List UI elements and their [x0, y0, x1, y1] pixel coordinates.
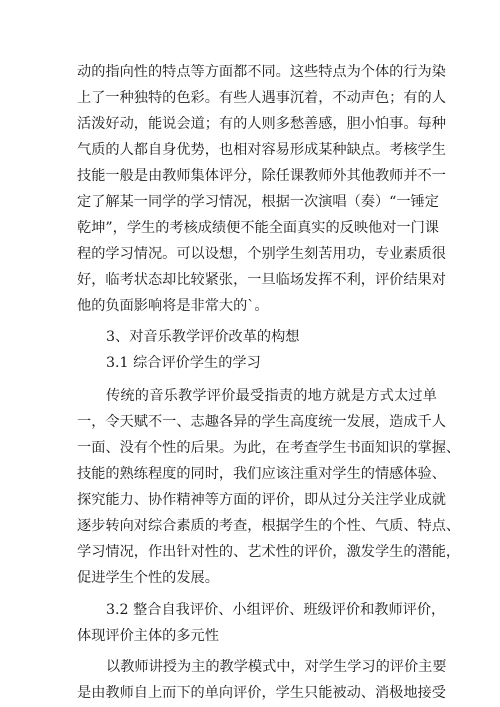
- text-line: 技能的熟练程度的同时，我们应该注重对学生的情感体验、: [77, 466, 446, 482]
- text-line: 传统的音乐教学评价最受指责的地方就是方式太过单: [106, 388, 437, 404]
- heading-line: 体现评价主体的多元性: [77, 628, 219, 644]
- text-line: 好，临考状态却比较紧张，一旦临场发挥不利，评价结果对: [77, 272, 446, 288]
- text-line: 逐步转向对综合素质的考查，根据学生的个性、气质、特点、: [77, 518, 461, 534]
- text-line: 是由教师自上而下的单向评价，学生只能被动、消极地接受: [77, 685, 446, 701]
- text-line: 他的负面影响将是非常大的`。: [77, 298, 269, 314]
- text-line: 气质的人都自身优势，也相对容易形成某种缺点。考核学生: [77, 142, 446, 158]
- text-line: 一，令天赋不一、志趣各异的学生高度统一发展，造成千人: [77, 414, 446, 430]
- heading-line: 3.2 整合自我评价、小组评价、班级评价和教师评价，: [106, 602, 446, 618]
- text-line: 动的指向性的特点等方面都不同。这些特点为个体的行为染: [77, 64, 446, 80]
- text-line: 以教师讲授为主的教学模式中，对学生学习的评价主要: [106, 659, 447, 675]
- text-line: 技能一般是由教师集体评分，除任课教师外其他教师并不一: [77, 168, 446, 184]
- section-heading-3: 3、对音乐教学评价改革的构想: [106, 329, 300, 345]
- text-line: 程的学习情况。可以设想，个别学生刻苦用功，专业素质很: [77, 246, 446, 262]
- text-line: 上了一种独特的色彩。有些人遇事沉着，不动声色；有的人: [77, 90, 446, 106]
- text-line: 探究能力、协作精神等方面的评价，即从过分关注学业成就: [77, 492, 446, 508]
- section-heading-3-1: 3.1 综合评价学生的学习: [106, 355, 261, 371]
- text-line: 定了解某一同学的学习情况，根据一次演唱（奏）“一锤定: [77, 194, 439, 210]
- text-line: 活泼好动，能说会道；有的人则多愁善感，胆小怕事。每种: [77, 116, 446, 132]
- text-line: 乾坤”，学生的考核成绩便不能全面真实的反映他对一门课: [77, 220, 439, 236]
- text-line: 促进学生个性的发展。: [77, 570, 219, 586]
- text-line: 学习情况，作出针对性的、艺术性的评价，激发学生的潜能，: [77, 544, 461, 560]
- text-line: 一面、没有个性的后果。为此，在考查学生书面知识的掌握、: [77, 440, 461, 456]
